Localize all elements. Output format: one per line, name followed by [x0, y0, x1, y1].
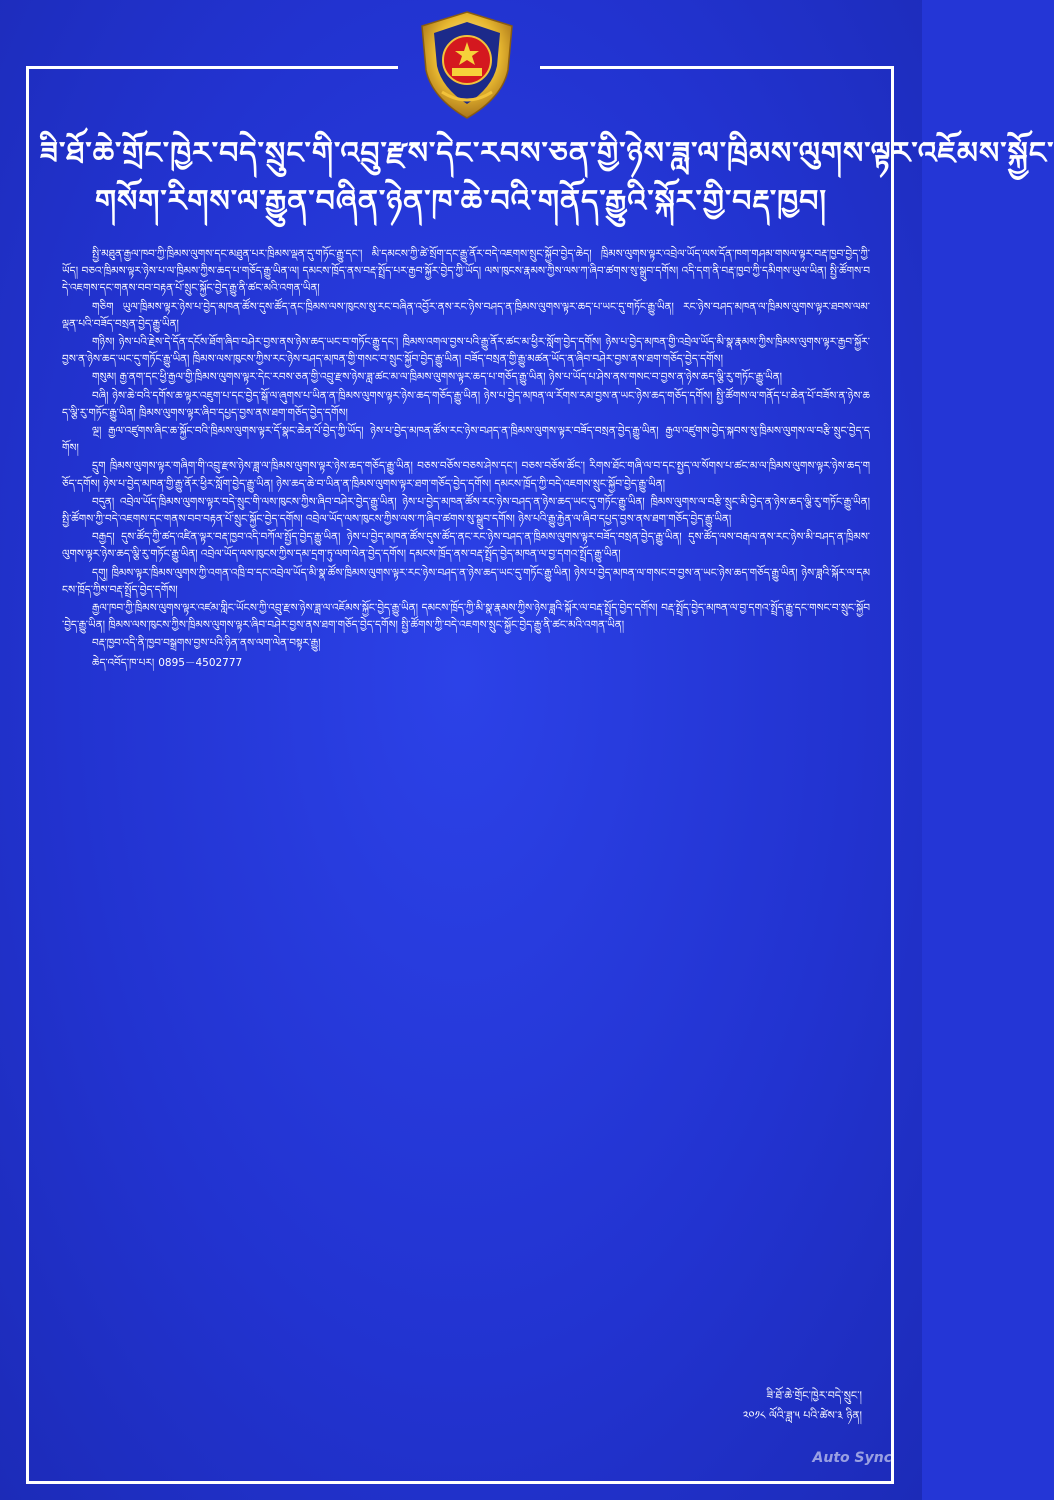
signature-block	[662, 1386, 862, 1426]
paragraph-intro: སྤྱི་མཐུན་རྒྱལ་ཁབ་ཀྱི་ཁྲིམས་ལུགས་དང་མཐུན་པར་ཁྲིམས་ལྡན་དུ་གཏོང་རྒྱུ་དང་། མི་དམངས་ཀྱི་ཚེ་སྲོག་དང་རྒྱུ་ནོར་བདེ་འཇགས་སྲུང་སྐྱོབ་བྱེད་ཆེད། ཁྲིམས་ལུགས་ལྟར་འབྲེལ་ཡོད་ལས་དོན་ཁག་གཤམ་གསལ་ལྟར་བརྡ་ཁྱབ་བྱེད་ཀྱི་ཡོད། བཅའ་ཁྲིམས་ལྟར་ཉེས་པ་ལ་ཁྲིམས་ཀྱིས་ཆད་པ་གཅོད་རྒྱུ་ཡིན་ལ། དམངས་ཁྲོད་ནས་བརྡ་སྤྲོད་པར་རྒྱབ་སྐྱོར་བྱེད་ཀྱི་ཡོད། ལས་ཁུངས་རྣམས་ཀྱིས་ལས་ཀ་ཞིབ་ཚགས་སུ་སྒྲུབ་དགོས། འདི་དག་ནི་བརྡ་ཁྱབ་ཀྱི་དམིགས་ཡུལ་ཡིན། སྤྱི་ཚོགས་བདེ་འཇགས་དང་གནས་བབ་བརྟན་པོ་སྲུང་སྐྱོང་བྱེད་རྒྱུ་ནི་ཚང་མའི་འགན་ཡིན།	[62, 248, 870, 295]
frame-top-right	[540, 66, 894, 69]
title-line-2: གསོག་རིགས་ལ་རྒྱུན་བཞིན་ཉེན་ཁ་ཆེ་བའི་གནོད་རྒྱུའི་སྐོར་གྱི་བརྡ་ཁྱབ།	[94, 184, 828, 219]
paragraph-6: དྲུག ཁྲིམས་ལུགས་ལྟར་གཞིག་གི་འབྲུ་རྫས་ཉེས་ཟླ་ལ་ཁྲིམས་ལུགས་ལྟར་ཉེས་ཆད་གཅོད་རྒྱུ་ཡིན། བཅས་བཅོས་བཅས་ཤེས་དང་། བཅས་བཅོས་ཚོང་། རིགས་ཐོང་གཞི་ལ་བ་དང་སྤྱད་ལ་སོགས་པ་ཚང་མ་ལ་ཁྲིམས་ལུགས་ལྟར་ཉེས་ཆད་གཅོད་དགོས། ཉེས་པ་བྱེད་མཁན་གྱི་རྒྱུ་ནོར་ཕྱིར་སློག་བྱེད་རྒྱུ་ཡིན། ཉེས་ཆད་ཆེ་བ་ཡིན་ན་ཁྲིམས་ལུགས་ལྟར་ཐག་གཅོད་བྱེད་དགོས། དམངས་ཁྲོད་ཀྱི་བདེ་འཇགས་སྲུང་སྐྱོབ་བྱེད་རྒྱུ་ཡིན།	[62, 460, 870, 490]
paragraph-7: བདུན། འབྲེལ་ཡོད་ཁྲིམས་ལུགས་ལྟར་བདེ་སྲུང་གི་ལས་ཁུངས་ཀྱིས་ཞིབ་བཤེར་བྱེད་རྒྱུ་ཡིན། ཉེས་པ་བྱེད་མཁན་ཚོས་རང་ཉེས་བཤད་ན་ཉེས་ཆད་ཡང་དུ་གཏོང་རྒྱུ་ཡིན། ཁྲིམས་ལུགས་ལ་བརྩི་སྲུང་མི་བྱེད་ན་ཉེས་ཆད་ལྕི་རུ་གཏོང་རྒྱུ་ཡིན། སྤྱི་ཚོགས་ཀྱི་བདེ་འཇགས་དང་གནས་བབ་བརྟན་པོ་སྲུང་སྐྱོང་བྱེད་དགོས། འབྲེལ་ཡོད་ལས་ཁུངས་ཀྱིས་ལས་ཀ་ཞིབ་ཚགས་སུ་སྒྲུབ་དགོས། ཉེས་པའི་རྒྱུ་རྐྱེན་ལ་ཞིབ་དཔྱད་བྱས་ནས་ཐག་གཅོད་བྱེད་རྒྱུ་ཡིན།	[62, 495, 870, 526]
paragraph-4: བཞི། ཉེས་ཆེ་བའི་དགོས་ཆ་ལྟར་འཇུག་པ་དང་བྱེད་སྒོ་ལ་ཞུགས་པ་ཡིན་ན་ཁྲིམས་ལུགས་ལྟར་ཉེས་ཆད་གཅོད་རྒྱུ་ཡིན། ཉེས་པ་བྱེད་མཁན་ལ་རོགས་རམ་བྱས་ན་ཡང་ཉེས་ཆད་གཅོད་དགོས། སྤྱི་ཚོགས་ལ་གནོད་པ་ཆེན་པོ་བཟོས་ན་ཉེས་ཆད་ལྕི་རུ་གཏོང་རྒྱུ་ཡིན། ཁྲིམས་ལུགས་ལྟར་ཞིབ་དཔྱད་བྱས་ནས་ཐག་གཅོད་བྱེད་དགོས།	[62, 389, 870, 419]
contact-label: ཆེད་འབོད་ཁ་པར།	[92, 656, 155, 669]
paragraph-10: རྒྱལ་ཁབ་ཀྱི་ཁྲིམས་ལུགས་ལྟར་འཛམ་གླིང་ཡོངས་ཀྱི་འབྲུ་རྫས་ཉེས་ཟླ་ལ་འཇོམས་སྐྱོང་བྱེད་རྒྱུ་ཡིན། དམངས་ཁྲོད་ཀྱི་མི་སྣ་རྣམས་ཀྱིས་ཉེས་ཟླའི་སྐོར་ལ་བརྡ་སྤྲོད་བྱེད་དགོས། བརྡ་སྤྲོད་བྱེད་མཁན་ལ་བྱ་དགའ་སྤྲོད་རྒྱུ་དང་གསང་བ་སྲུང་སྐྱོབ་བྱེད་རྒྱུ་ཡིན། ཁྲིམས་ལས་ཁུངས་ཀྱིས་ཁྲིམས་ལུགས་ལྟར་ཞིབ་བཤེར་བྱས་ནས་ཐག་གཅོད་བྱེད་དགོས། སྤྱི་ཚོགས་ཀྱི་བདེ་འཇགས་སྲུང་སྐྱོང་བྱེད་རྒྱུ་ནི་ཚང་མའི་འགན་ཡིན།	[62, 602, 870, 632]
paragraph-9: དགུ། ཁྲིམས་ལྟར་ཁྲིམས་ལུགས་ཀྱི་འགན་འཁྲི་བ་དང་འབྲེལ་ཡོད་མི་སྣ་ཚོས་ཁྲིམས་ལུགས་ལྟར་རང་ཉེས་བཤད་ན་ཉེས་ཆད་ཡང་དུ་གཏོང་རྒྱུ་ཡིན། ཉེས་པ་བྱེད་མཁན་ལ་གསང་བ་བྱས་ན་ཡང་ཉེས་ཆད་གཅོད་རྒྱུ་ཡིན། ཉེས་ཟླའི་སྐོར་ལ་དམངས་ཁྲོད་ཀྱིས་བརྡ་སྤྲོད་བྱེད་དགོས།	[62, 566, 870, 596]
contact-line	[62, 655, 870, 672]
title-line-1: ཟི་ཐོ་ཆེ་གྲོང་ཁྱེར་བདེ་སྲུང་གི་འབྲུ་རྫས་དེང་རབས་ཅན་གྱི་ཉེས་ཟླ་ལ་ཁྲིམས་ལུགས་ལྟར་འཇོམས་སྐྱོང་	[40, 136, 1054, 171]
paragraph-1: གཅིག ཡུལ་ཁྲིམས་ལྟར་ཉེས་པ་བྱེད་མཁན་ཚོས་དུས་ཚོད་ནང་ཁྲིམས་ལས་ཁུངས་སུ་རང་བཞིན་འབྱོར་ནས་རང་ཉེས་བཤད་ན་ཁྲིམས་ལུགས་ལྟར་ཆད་པ་ཡང་དུ་གཏོང་རྒྱུ་ཡིན། རང་ཉེས་བཤད་མཁན་ལ་ཁྲིམས་ལུགས་ལྟར་ཐབས་ལམ་ལྡན་པའི་བཟོད་བསྲན་བྱེད་རྒྱུ་ཡིན།	[62, 300, 870, 330]
paragraph-closing: བརྡ་ཁྱབ་འདི་ནི་ཁྱབ་བསྒྲགས་བྱས་པའི་ཉིན་ནས་ལག་ལེན་བསྟར་རྒྱུ།	[92, 637, 321, 650]
paragraph-3: གསུམ། རྒྱ་ནག་དང་ཕྱི་རྒྱལ་གྱི་ཁྲིམས་ལུགས་ལྟར་དེང་རབས་ཅན་གྱི་འབྲུ་རྫས་ཉེས་ཟླ་ཚང་མ་ལ་ཁྲིམས་ལུགས་ལྟར་ཆད་པ་གཅོད་རྒྱུ་ཡིན། ཉེས་པ་ཡོད་པ་ཤེས་ནས་གསང་བ་བྱས་ན་ཉེས་ཆད་ལྕི་རུ་གཏོང་རྒྱུ་ཡིན།	[92, 371, 782, 384]
watermark-logo: Auto Sync	[812, 1450, 892, 1466]
contact-phone: 0895－4502777	[158, 656, 243, 669]
paragraph-2: གཉིས། ཉེས་པའི་རྗེས་དེ་དོན་དངོས་ཐོག་ཞིབ་བཤེར་བྱས་ནས་ཉེས་ཆད་ཡང་བ་གཏོང་རྒྱུ་དང་། ཁྲིམས་འགལ་བྱས་པའི་རྒྱུ་ནོར་ཚང་མ་ཕྱིར་སློག་བྱེད་དགོས། ཉེས་པ་བྱེད་མཁན་གྱི་འབྲེལ་ཡོད་མི་སྣ་རྣམས་ཀྱིས་ཁྲིམས་ལུགས་ལྟར་རྒྱབ་སྐྱོར་བྱས་ན་ཉེས་ཆད་ཡང་དུ་གཏོང་རྒྱུ་ཡིན། ཁྲིམས་ལས་ཁུངས་ཀྱིས་རང་ཉེས་བཤད་མཁན་གྱི་གསང་བ་སྲུང་སྐྱོབ་བྱེད་རྒྱུ་ཡིན། བཟོད་བསྲན་གྱི་རྒྱུ་མཚན་ཡོད་ན་ཞིབ་བཤེར་བྱས་ནས་ཐག་གཅོད་བྱེད་དགོས།	[62, 336, 870, 366]
police-emblem-icon	[412, 8, 522, 123]
signature-org: ཟི་ཐོ་ཆེ་གྲོང་ཁྱེར་བདེ་སྲུང་།	[766, 1389, 862, 1402]
frame-top-left	[26, 66, 398, 69]
paragraph-8: བརྒྱད། དུས་ཚོད་ཀྱི་ཚད་འཛིན་ལྟར་བརྡ་ཁྱབ་འདི་བཀོལ་སྤྱོད་བྱེད་རྒྱུ་ཡིན། ཉེས་པ་བྱེད་མཁན་ཚོས་དུས་ཚོད་ནང་རང་ཉེས་བཤད་ན་ཁྲིམས་ལུགས་ལྟར་བཟོད་བསྲན་བྱེད་རྒྱུ་ཡིན། དུས་ཚོད་ལས་བརྒལ་ནས་རང་ཉེས་མི་བཤད་ན་ཁྲིམས་ལུགས་ལྟར་ཉེས་ཆད་ལྕི་རུ་གཏོང་རྒྱུ་ཡིན། འབྲེལ་ཡོད་ལས་ཁུངས་ཀྱིས་དམ་དྲག་ཏུ་ལག་ལེན་བྱེད་དགོས། དམངས་ཁྲོད་ནས་བརྡ་སྤྲོད་བྱེད་མཁན་ལ་བྱ་དགའ་སྤྲོད་རྒྱུ་ཡིན།	[62, 531, 870, 561]
notice-body	[62, 246, 870, 1356]
signature-date: ༢༠༡༨ ལོའི་ཟླ་༥ པའི་ཚེས་༣ ཉིན།	[742, 1409, 862, 1422]
paragraph-5: ལྔ། རྒྱལ་འཛུགས་ཞིང་ཆ་སྐྱོང་བའི་ཁྲིམས་ལུགས་ལྟར་དོ་སྣང་ཆེན་པོ་བྱེད་ཀྱི་ཡོད། ཉེས་པ་བྱེད་མཁན་ཚོས་རང་ཉེས་བཤད་ན་ཁྲིམས་ལུགས་ལྟར་བཟོད་བསྲན་བྱེད་རྒྱུ་ཡིན། རྒྱལ་འཛུགས་བྱེད་སྐབས་སུ་ཁྲིམས་ལུགས་ལ་བརྩི་སྲུང་བྱེད་དགོས།	[62, 425, 870, 455]
page-title	[40, 130, 1054, 226]
